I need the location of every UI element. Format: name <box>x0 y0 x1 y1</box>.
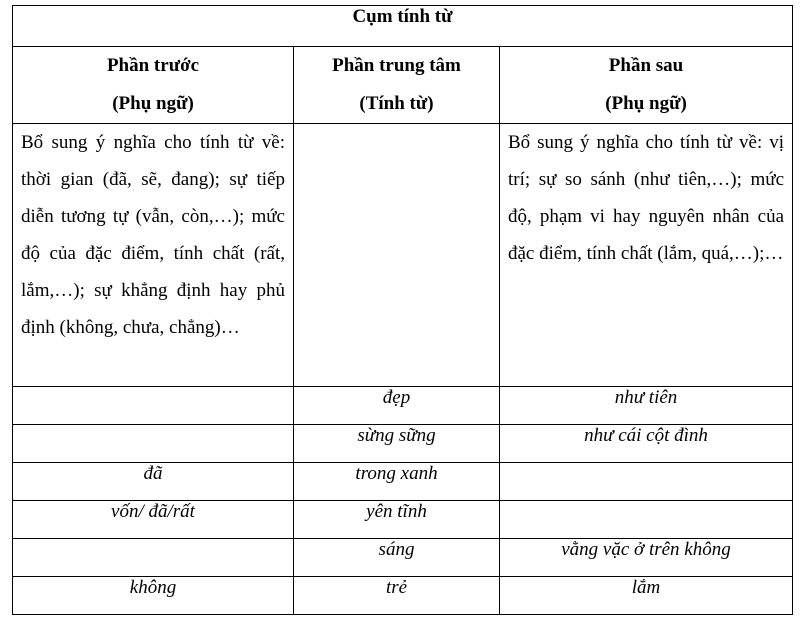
cell-after: lắm <box>500 577 793 615</box>
cell-center: trẻ <box>294 577 500 615</box>
title-row <box>13 6 793 47</box>
cell-before <box>13 425 294 463</box>
header-before-line2: (Phụ ngữ) <box>112 93 194 114</box>
cell-after: vằng vặc ở trên không <box>500 539 793 577</box>
header-center <box>294 47 500 124</box>
cell-before: đã <box>13 463 294 501</box>
description-center <box>294 124 500 387</box>
header-center-line1: Phần trung tâm <box>332 55 461 76</box>
description-before: Bổ sung ý nghĩa cho tính từ về: thời gian (đã, sẽ, đang); sự tiếp diễn tương tự (vẫn, còn,…); mức độ của đặc điểm, tính chất (rất, lắm,…); sự khẳng định hay phủ định (không, chưa, chẳng)… <box>13 124 294 387</box>
cell-after <box>500 501 793 539</box>
header-after <box>500 47 793 124</box>
cell-before: không <box>13 577 294 615</box>
table-row <box>13 425 793 463</box>
header-after-line2: (Phụ ngữ) <box>605 93 687 114</box>
cell-center: sừng sững <box>294 425 500 463</box>
cell-center: trong xanh <box>294 463 500 501</box>
header-row <box>13 47 793 124</box>
header-after-line1: Phần sau <box>608 55 684 76</box>
table-row <box>13 577 793 615</box>
cell-center: sáng <box>294 539 500 577</box>
header-before-line1: Phần trước <box>106 55 200 76</box>
description-after: Bổ sung ý nghĩa cho tính từ về: vị trí; sự so sánh (như tiên,…); mức độ, phạm vi hay nguyên nhân của đặc điểm, tính chất (lắm, quá,…);… <box>500 124 793 387</box>
cell-after: như cái cột đình <box>500 425 793 463</box>
cell-center: yên tĩnh <box>294 501 500 539</box>
table-row <box>13 463 793 501</box>
cell-before <box>13 539 294 577</box>
table-row <box>13 501 793 539</box>
cell-before <box>13 387 294 425</box>
cell-after: như tiên <box>500 387 793 425</box>
description-row <box>13 124 793 387</box>
table-row <box>13 387 793 425</box>
cell-before: vốn/ đã/rất <box>13 501 294 539</box>
table-title: Cụm tính từ <box>13 6 793 47</box>
cell-center: đẹp <box>294 387 500 425</box>
table-row <box>13 539 793 577</box>
cell-after <box>500 463 793 501</box>
header-center-line2: (Tính từ) <box>359 93 434 114</box>
header-before <box>13 47 294 124</box>
adjective-phrase-table <box>12 5 793 615</box>
